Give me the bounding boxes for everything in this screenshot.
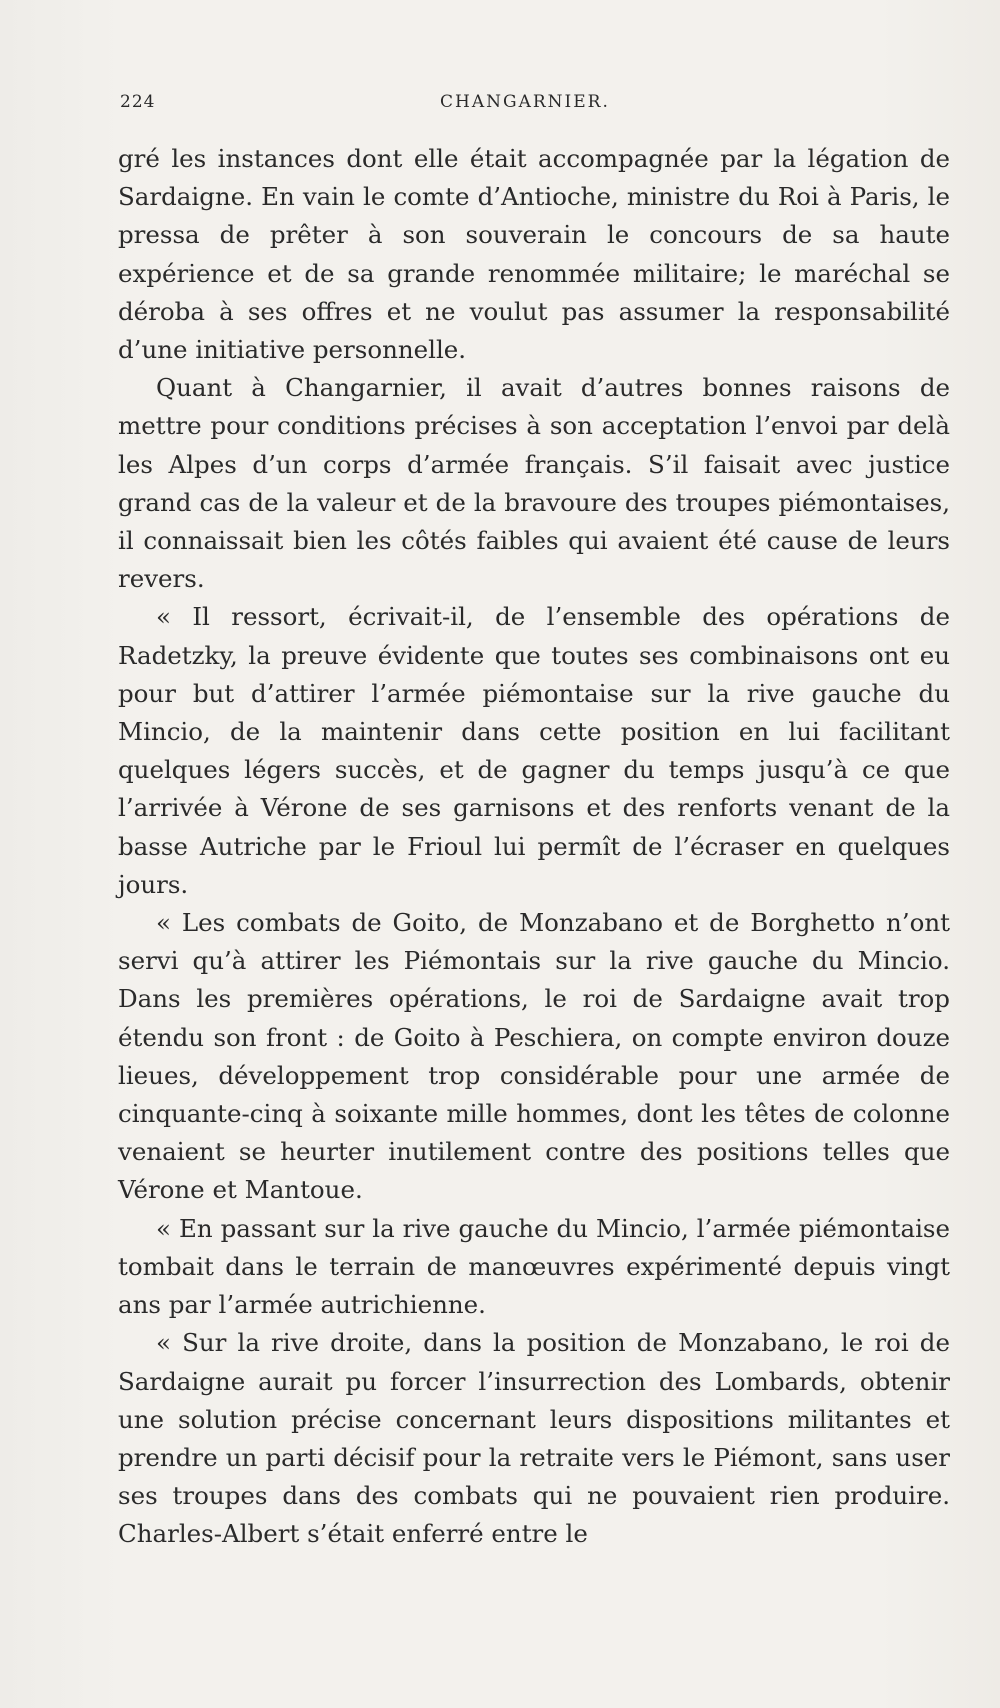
paragraph: Quant à Changarnier, il avait d’autres bonnes raisons de mettre pour conditions précises à son acceptation l’envoi par delà les Alpes d’un corps d’armée français. S’il faisait avec justice grand cas de la valeur et de la bravoure des troupes piémontaises, il connaissait bien les côtés faibles qui avaient été cause de leurs revers. [118,373,950,594]
page-header [120,92,940,122]
body-text [118,140,950,1554]
quoted-paragraph: « En passant sur la rive gauche du Mincio, l’armée piémontaise tombait dans le terrain de manœuvres expérimenté depuis vingt ans par l’armée autrichienne. [118,1213,950,1320]
quoted-paragraph: « Il ressort, écrivait-il, de l’ensemble des opérations de Radetzky, la preuve évidente que toutes ses combinaisons ont eu pour but d’attirer l’armée piémontaise sur la rive gauche du Mincio, de la maintenir dans cette position en lui facilitant quelques légers succès, et de gagner du temps jusqu’à ce que l’arrivée à Vérone de ses garnisons et des renforts venant de la basse Autriche par le Frioul lui permît de l’écraser en quelques jours. [118,602,950,899]
paragraph-continuation: gré les instances dont elle était accompagnée par la légation de Sardaigne. En vain le comte d’Antioche, ministre du Roi à Paris, le pressa de prêter à son souverain le concours de sa haute expérience et de sa grande renommée militaire; le maréchal se déroba à ses offres et ne voulut pas assumer la responsabilité d’une initiative personnelle. [118,144,950,365]
running-head: CHANGARNIER. [440,92,610,112]
quoted-paragraph: « Les combats de Goito, de Monzabano et de Borghetto n’ont servi qu’à attirer les Piémontais sur la rive gauche du Mincio. Dans les premières opérations, le roi de Sardaigne avait trop étendu son front : de Goito à Peschiera, on compte environ douze lieues, développement trop considérable pour une armée de cinquante-cinq à soixante mille hommes, dont les têtes de colonne venaient se heurter inutilement contre des positions telles que Vérone et Mantoue. [118,908,950,1205]
quoted-paragraph: « Sur la rive droite, dans la position de Monzabano, le roi de Sardaigne aurait pu forcer l’insurrection des Lombards, obtenir une solution précise concernant leurs dispositions militantes et prendre un parti décisif pour la retraite vers le Piémont, sans user ses troupes dans des combats qui ne pouvaient rien produire. Charles-Albert s’était enferré entre le [118,1328,950,1549]
page-number: 224 [120,92,156,112]
